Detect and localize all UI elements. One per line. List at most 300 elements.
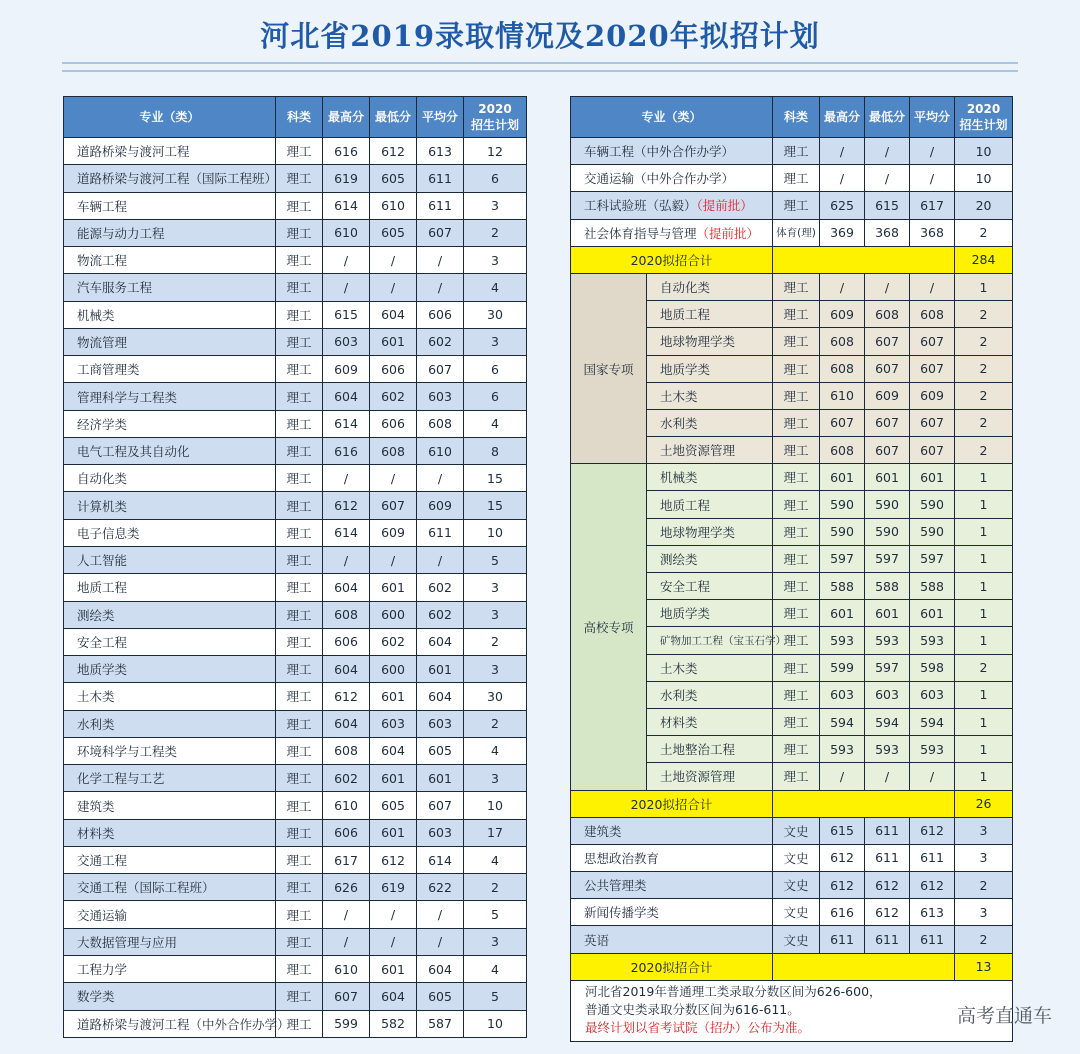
max-cell: 594 <box>820 708 865 735</box>
major-cell: 机械类 <box>647 464 773 491</box>
min-cell: 609 <box>865 382 910 409</box>
category-cell: 理工 <box>276 874 323 901</box>
avg-cell: / <box>417 928 464 955</box>
max-cell: 608 <box>323 737 370 764</box>
min-cell: 608 <box>370 437 417 464</box>
category-cell: 理工 <box>773 437 820 464</box>
plan-cell: 15 <box>464 492 527 519</box>
min-cell: 593 <box>865 736 910 763</box>
max-cell: 606 <box>323 819 370 846</box>
major-cell: 材料类 <box>64 819 276 846</box>
table-row <box>571 899 1013 926</box>
major-cell: 汽车服务工程 <box>64 274 276 301</box>
category-cell: 理工 <box>276 901 323 928</box>
min-cell: 602 <box>370 628 417 655</box>
category-cell: 文史 <box>773 926 820 953</box>
major-cell: 公共管理类 <box>571 872 773 899</box>
max-cell: 612 <box>820 844 865 871</box>
plan-cell: 1 <box>955 681 1013 708</box>
max-cell: / <box>820 763 865 790</box>
notes-cell <box>571 980 1013 1041</box>
avg-cell: 593 <box>910 736 955 763</box>
category-cell: 理工 <box>276 410 323 437</box>
min-cell: 594 <box>865 708 910 735</box>
category-cell: 理工 <box>773 464 820 491</box>
plan-cell: 12 <box>464 138 527 165</box>
plan-cell: 6 <box>464 165 527 192</box>
major-cell: 土木类 <box>64 683 276 710</box>
max-cell: 601 <box>820 464 865 491</box>
min-cell: 601 <box>865 464 910 491</box>
table-row <box>571 926 1013 953</box>
major-cell: 道路桥梁与渡河工程 <box>64 138 276 165</box>
major-cell: 地球物理学类 <box>647 328 773 355</box>
avg-cell: 614 <box>417 846 464 873</box>
avg-cell: 613 <box>417 138 464 165</box>
avg-cell: 590 <box>910 491 955 518</box>
plan-cell: 3 <box>464 656 527 683</box>
category-cell: 理工 <box>773 654 820 681</box>
major-cell: 工商管理类 <box>64 356 276 383</box>
major-cell: 电气工程及其自动化 <box>64 437 276 464</box>
category-cell: 理工 <box>276 247 323 274</box>
avg-cell: 609 <box>417 492 464 519</box>
min-cell: 601 <box>370 683 417 710</box>
max-cell: / <box>820 273 865 300</box>
table-row <box>64 928 527 955</box>
header-plan-label: 招生计划 <box>470 118 519 132</box>
watermark-text: 高考直通车 <box>956 1005 1052 1027</box>
min-cell: / <box>370 247 417 274</box>
plan-cell: 2 <box>464 710 527 737</box>
min-cell: 608 <box>865 301 910 328</box>
major-cell: 机械类 <box>64 301 276 328</box>
min-cell: 605 <box>370 792 417 819</box>
max-cell: 612 <box>323 683 370 710</box>
plan-cell: 2 <box>955 355 1013 382</box>
table-row <box>64 383 527 410</box>
table-row <box>64 765 527 792</box>
category-cell: 理工 <box>276 519 323 546</box>
avg-cell: 607 <box>417 792 464 819</box>
avg-cell: 601 <box>417 765 464 792</box>
min-cell: 607 <box>865 328 910 355</box>
header-max: 最高分 <box>820 97 865 138</box>
avg-cell: / <box>417 274 464 301</box>
category-cell: 理工 <box>773 518 820 545</box>
min-cell: 604 <box>370 737 417 764</box>
avg-cell: 598 <box>910 654 955 681</box>
plan-cell: 10 <box>955 138 1013 165</box>
right-admission-table <box>570 96 1013 1042</box>
table-row <box>64 846 527 873</box>
plan-cell: 2 <box>464 874 527 901</box>
min-cell: 611 <box>865 817 910 844</box>
major-cell: 地质工程 <box>64 574 276 601</box>
category-cell: 文史 <box>773 872 820 899</box>
major-cell: 土木类 <box>647 654 773 681</box>
max-cell: 608 <box>820 437 865 464</box>
avg-cell: 602 <box>417 574 464 601</box>
major-cell: 地质工程 <box>647 491 773 518</box>
max-cell: 601 <box>820 600 865 627</box>
min-cell: 609 <box>370 519 417 546</box>
avg-cell: 612 <box>910 872 955 899</box>
major-cell: 地质学类 <box>647 600 773 627</box>
plan-cell: 30 <box>464 683 527 710</box>
plan-cell: 17 <box>464 819 527 846</box>
avg-cell: / <box>417 546 464 573</box>
plan-cell: 3 <box>464 928 527 955</box>
major-cell: 道路桥梁与渡河工程（国际工程班） <box>64 165 276 192</box>
table-row <box>64 165 527 192</box>
min-cell: 604 <box>370 301 417 328</box>
avg-cell: 608 <box>910 301 955 328</box>
header-min: 最低分 <box>865 97 910 138</box>
major-cell: 建筑类 <box>64 792 276 819</box>
major-name: 工科试验班（弘毅） <box>584 198 697 214</box>
table-row <box>64 874 527 901</box>
plan-cell: 2 <box>955 654 1013 681</box>
category-cell: 理工 <box>773 491 820 518</box>
table-row <box>64 574 527 601</box>
table-row <box>571 192 1013 219</box>
avg-cell: 597 <box>910 545 955 572</box>
guojia-group-label: 国家专项 <box>571 273 647 463</box>
major-cell: 材料类 <box>647 708 773 735</box>
max-cell: 604 <box>323 710 370 737</box>
category-cell: 理工 <box>276 819 323 846</box>
max-cell: 625 <box>820 192 865 219</box>
min-cell: 612 <box>370 846 417 873</box>
max-cell: 611 <box>820 926 865 953</box>
min-cell: 590 <box>865 491 910 518</box>
max-cell: 603 <box>323 328 370 355</box>
avg-cell: 601 <box>417 656 464 683</box>
min-cell: 607 <box>865 437 910 464</box>
max-cell: 607 <box>820 409 865 436</box>
major-cell: 工程力学 <box>64 955 276 982</box>
table-row <box>64 683 527 710</box>
header-plan-year: 2020 <box>478 102 512 116</box>
avg-cell: / <box>910 138 955 165</box>
min-cell: 612 <box>865 872 910 899</box>
table-row <box>64 437 527 464</box>
early-batch-tag: （提前批） <box>696 225 760 241</box>
min-cell: 607 <box>865 409 910 436</box>
avg-cell: 605 <box>417 983 464 1010</box>
min-cell: 604 <box>370 983 417 1010</box>
min-cell: 611 <box>865 844 910 871</box>
major-cell: 水利类 <box>647 681 773 708</box>
max-cell: 610 <box>820 382 865 409</box>
avg-cell: 611 <box>417 192 464 219</box>
min-cell: 601 <box>370 955 417 982</box>
plan-cell: 6 <box>464 356 527 383</box>
max-cell: 614 <box>323 519 370 546</box>
max-cell: / <box>323 274 370 301</box>
min-cell: 600 <box>370 601 417 628</box>
plan-cell: 20 <box>955 192 1013 219</box>
max-cell: / <box>820 165 865 192</box>
plan-cell: 1 <box>955 627 1013 654</box>
avg-cell: 601 <box>910 600 955 627</box>
table-row <box>571 165 1013 192</box>
major-cell: 车辆工程 <box>64 192 276 219</box>
plan-cell: 2 <box>464 219 527 246</box>
header-plan-label: 招生计划 <box>959 118 1008 132</box>
avg-cell: 587 <box>417 1010 464 1037</box>
max-cell: 610 <box>323 955 370 982</box>
avg-cell: / <box>417 901 464 928</box>
avg-cell: 603 <box>417 819 464 846</box>
category-cell: 理工 <box>276 983 323 1010</box>
table-row <box>64 710 527 737</box>
plan-cell: 2 <box>955 328 1013 355</box>
max-cell: 626 <box>323 874 370 901</box>
max-cell: 612 <box>323 492 370 519</box>
category-cell: 理工 <box>773 382 820 409</box>
total-value: 284 <box>955 246 1013 273</box>
major-cell: 安全工程 <box>647 573 773 600</box>
category-cell: 理工 <box>276 601 323 628</box>
min-cell: 619 <box>370 874 417 901</box>
category-cell: 理工 <box>276 356 323 383</box>
major-cell <box>571 138 773 165</box>
max-cell: 616 <box>323 437 370 464</box>
min-cell: / <box>370 546 417 573</box>
plan-cell: 4 <box>464 737 527 764</box>
plan-cell: 3 <box>955 817 1013 844</box>
early-batch-tag: （提前批） <box>696 198 753 214</box>
avg-cell: 602 <box>417 328 464 355</box>
max-cell: 612 <box>820 872 865 899</box>
category-cell: 理工 <box>276 165 323 192</box>
table-row <box>64 356 527 383</box>
total-row <box>571 790 1013 817</box>
avg-cell: 368 <box>910 219 955 246</box>
avg-cell: 604 <box>417 628 464 655</box>
major-cell: 数学类 <box>64 983 276 1010</box>
min-cell: 601 <box>370 765 417 792</box>
avg-cell: 606 <box>417 301 464 328</box>
category-cell: 理工 <box>276 710 323 737</box>
major-cell <box>571 192 773 219</box>
table-row <box>571 872 1013 899</box>
major-cell: 建筑类 <box>571 817 773 844</box>
plan-cell: 6 <box>464 383 527 410</box>
major-cell: 土地整治工程 <box>647 736 773 763</box>
table-row <box>64 247 527 274</box>
avg-cell: 601 <box>910 464 955 491</box>
header-category: 科类 <box>276 97 323 138</box>
category-cell: 文史 <box>773 844 820 871</box>
avg-cell: / <box>910 763 955 790</box>
header-min: 最低分 <box>370 97 417 138</box>
min-cell: 368 <box>865 219 910 246</box>
min-cell: 605 <box>370 165 417 192</box>
max-cell: 602 <box>323 765 370 792</box>
max-cell: 603 <box>820 681 865 708</box>
total-row <box>571 953 1013 980</box>
avg-cell: 604 <box>417 955 464 982</box>
min-cell: / <box>370 465 417 492</box>
avg-cell: / <box>417 247 464 274</box>
avg-cell: 607 <box>417 219 464 246</box>
total-label: 2020拟招合计 <box>571 246 773 273</box>
plan-cell: 2 <box>955 926 1013 953</box>
plan-cell: 1 <box>955 573 1013 600</box>
max-cell: 616 <box>323 138 370 165</box>
max-cell: / <box>323 901 370 928</box>
min-cell: / <box>370 928 417 955</box>
plan-cell: 2 <box>955 301 1013 328</box>
header-category: 科类 <box>773 97 820 138</box>
table-row <box>64 219 527 246</box>
major-cell: 思想政治教育 <box>571 844 773 871</box>
max-cell: 597 <box>820 545 865 572</box>
major-cell: 管理科学与工程类 <box>64 383 276 410</box>
category-cell: 理工 <box>276 546 323 573</box>
category-cell: 理工 <box>773 409 820 436</box>
min-cell: 607 <box>865 355 910 382</box>
min-cell: 600 <box>370 656 417 683</box>
category-cell: 理工 <box>276 465 323 492</box>
min-cell: / <box>865 165 910 192</box>
max-cell: 615 <box>820 817 865 844</box>
max-cell: / <box>323 928 370 955</box>
plan-cell: 3 <box>955 899 1013 926</box>
plan-cell: 1 <box>955 273 1013 300</box>
category-cell: 理工 <box>276 328 323 355</box>
max-cell: 599 <box>323 1010 370 1037</box>
major-cell <box>571 165 773 192</box>
max-cell: 593 <box>820 736 865 763</box>
min-cell: 607 <box>370 492 417 519</box>
plan-cell: 8 <box>464 437 527 464</box>
major-cell: 交通运输 <box>64 901 276 928</box>
left-table-header <box>64 97 527 138</box>
min-cell: 601 <box>370 574 417 601</box>
category-cell: 体育(理) <box>773 219 820 246</box>
plan-cell: 1 <box>955 763 1013 790</box>
major-cell: 土地资源管理 <box>647 763 773 790</box>
category-cell: 理工 <box>773 681 820 708</box>
max-cell: 617 <box>323 846 370 873</box>
header-plan <box>464 97 527 138</box>
min-cell: 610 <box>370 192 417 219</box>
table-row <box>571 219 1013 246</box>
notes-row <box>571 980 1013 1041</box>
plan-cell: 1 <box>955 600 1013 627</box>
major-cell <box>571 219 773 246</box>
min-cell: 612 <box>865 899 910 926</box>
max-cell: 614 <box>323 192 370 219</box>
category-cell: 理工 <box>276 219 323 246</box>
major-cell: 测绘类 <box>647 545 773 572</box>
category-cell: 理工 <box>276 192 323 219</box>
avg-cell: 607 <box>910 328 955 355</box>
plan-cell: 3 <box>464 601 527 628</box>
max-cell: / <box>820 138 865 165</box>
major-cell: 能源与动力工程 <box>64 219 276 246</box>
avg-cell: 611 <box>417 165 464 192</box>
plan-cell: 3 <box>464 192 527 219</box>
min-cell: / <box>865 138 910 165</box>
max-cell: 607 <box>323 983 370 1010</box>
table-row <box>64 465 527 492</box>
avg-cell: 605 <box>417 737 464 764</box>
min-cell: 611 <box>865 926 910 953</box>
major-cell: 经济学类 <box>64 410 276 437</box>
table-row <box>64 546 527 573</box>
table-row <box>64 1010 527 1037</box>
plan-cell: 4 <box>464 955 527 982</box>
table-row <box>64 983 527 1010</box>
max-cell: 614 <box>323 410 370 437</box>
major-cell: 土木类 <box>647 382 773 409</box>
min-cell: / <box>370 901 417 928</box>
max-cell: 616 <box>820 899 865 926</box>
title-divider-bottom <box>62 70 1018 72</box>
plan-cell: 4 <box>464 846 527 873</box>
max-cell: 608 <box>820 328 865 355</box>
major-cell: 自动化类 <box>647 273 773 300</box>
avg-cell: 603 <box>417 710 464 737</box>
note-line-3: 最终计划以省考试院（招办）公布为准。 <box>585 1019 811 1035</box>
table-row <box>64 410 527 437</box>
avg-cell: 603 <box>417 383 464 410</box>
max-cell: 604 <box>323 383 370 410</box>
min-cell: 588 <box>865 573 910 600</box>
table-row <box>64 138 527 165</box>
category-cell: 理工 <box>276 765 323 792</box>
avg-cell: 608 <box>417 410 464 437</box>
plan-cell: 3 <box>464 765 527 792</box>
table-row <box>64 955 527 982</box>
avg-cell: 611 <box>417 519 464 546</box>
plan-cell: 10 <box>464 519 527 546</box>
plan-cell: 2 <box>955 437 1013 464</box>
plan-cell: 4 <box>464 410 527 437</box>
category-cell: 理工 <box>773 355 820 382</box>
plan-cell: 2 <box>955 409 1013 436</box>
avg-cell: / <box>417 465 464 492</box>
major-cell: 人工智能 <box>64 546 276 573</box>
category-cell: 理工 <box>276 737 323 764</box>
left-admission-table <box>63 96 527 1038</box>
table-row <box>64 328 527 355</box>
avg-cell: 602 <box>417 601 464 628</box>
gaoxiao-group-label: 高校专项 <box>571 464 647 790</box>
header-major: 专业（类） <box>64 97 276 138</box>
max-cell: 599 <box>820 654 865 681</box>
major-cell: 物流工程 <box>64 247 276 274</box>
plan-cell: 2 <box>464 628 527 655</box>
max-cell: 593 <box>820 627 865 654</box>
max-cell: 590 <box>820 491 865 518</box>
category-cell: 文史 <box>773 899 820 926</box>
category-cell: 理工 <box>276 846 323 873</box>
category-cell: 理工 <box>773 573 820 600</box>
header-plan-year: 2020 <box>966 102 1001 116</box>
min-cell: 601 <box>370 328 417 355</box>
total-blank <box>773 953 955 980</box>
category-cell: 理工 <box>773 328 820 355</box>
avg-cell: 603 <box>910 681 955 708</box>
min-cell: 582 <box>370 1010 417 1037</box>
min-cell: 606 <box>370 356 417 383</box>
